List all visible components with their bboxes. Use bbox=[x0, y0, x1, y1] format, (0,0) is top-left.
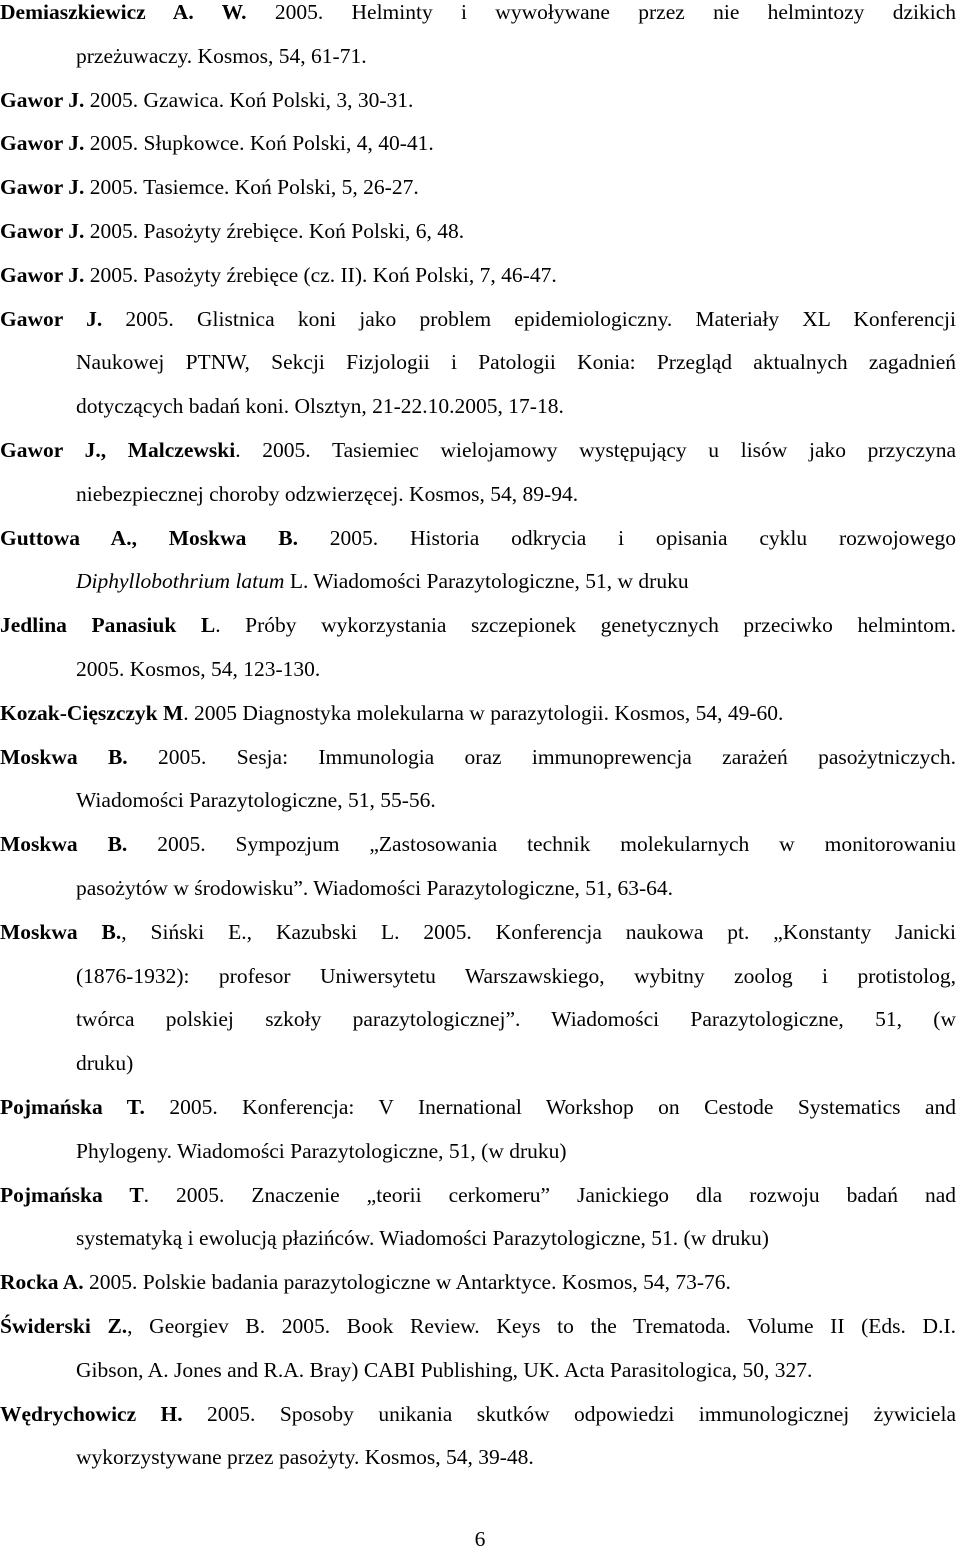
reference-text: . Próby wykorzystania szczepionek genetycznych przeciwko helmintom. bbox=[215, 613, 957, 638]
reference-first-line bbox=[0, 692, 956, 736]
reference-entry bbox=[0, 1174, 956, 1262]
reference-continuation-line bbox=[0, 35, 956, 79]
reference-entry bbox=[0, 254, 956, 298]
reference-text: wykorzystywane przez pasożyty. Kosmos, 54, 39-48. bbox=[76, 1445, 534, 1470]
reference-text: 2005. Sposoby unikania skutków odpowiedzi immunologicznej żywiciela bbox=[182, 1401, 956, 1426]
reference-first-line bbox=[0, 122, 956, 166]
reference-text: 2005. Helminty i wywoływane przez nie helmintozy dzikich bbox=[246, 0, 956, 24]
reference-authors: Gawor J. bbox=[0, 262, 85, 287]
reference-continuation-line bbox=[0, 1042, 956, 1086]
reference-first-line bbox=[0, 298, 956, 342]
reference-text: 2005. Polskie badania parazytologiczne w Antarktyce. Kosmos, 54, 73-76. bbox=[83, 1270, 731, 1295]
reference-entry bbox=[0, 1086, 956, 1174]
reference-text: . 2005. Tasiemiec wielojamowy występujący u lisów jako przyczyna bbox=[235, 438, 957, 462]
reference-entry bbox=[0, 736, 956, 824]
reference-text: 2005. Konferencja: V Inernational Workshop on Cestode Systematics and bbox=[144, 1095, 957, 1119]
reference-first-line bbox=[0, 429, 956, 473]
reference-text: druku) bbox=[76, 1051, 134, 1076]
reference-entry bbox=[0, 911, 956, 1086]
reference-authors: Pojmańska T. bbox=[0, 1095, 145, 1119]
reference-first-line bbox=[0, 1261, 956, 1305]
reference-text: 2005. Sympozjum „Zastosowania technik molekularnych w monitorowaniu bbox=[127, 832, 957, 857]
reference-text: . 2005. Znaczenie „teorii cerkomeru” Janickiego dla rozwoju badań nad bbox=[143, 1182, 956, 1207]
reference-continuation-line bbox=[0, 1436, 956, 1480]
reference-authors: Wędrychowicz H. bbox=[0, 1401, 183, 1426]
reference-entry bbox=[0, 210, 956, 254]
reference-first-line bbox=[0, 736, 956, 780]
reference-text: Gibson, A. Jones and R.A. Bray) CABI Publishing, UK. Acta Parasitologica, 50, 327. bbox=[76, 1357, 813, 1382]
reference-first-line bbox=[0, 210, 956, 254]
reference-entry bbox=[0, 166, 956, 210]
reference-authors: Rocka A. bbox=[0, 1270, 84, 1295]
reference-text: 2005. Gzawica. Koń Polski, 3, 30-31. bbox=[84, 87, 414, 112]
reference-text: Naukowej PTNW, Sekcji Fizjologii i Patologii Konia: Przegląd aktualnych zagadnień bbox=[76, 350, 956, 375]
reference-authors: Gawor J., Malczewski bbox=[0, 438, 236, 462]
reference-text: 2005. Kosmos, 54, 123-130. bbox=[76, 656, 321, 681]
reference-authors: Pojmańska T bbox=[0, 1182, 144, 1207]
reference-continuation-line bbox=[0, 1349, 956, 1393]
reference-continuation-line bbox=[0, 560, 956, 604]
reference-continuation-line bbox=[0, 998, 956, 1042]
reference-entry bbox=[0, 1305, 956, 1393]
reference-authors: Moskwa B. bbox=[0, 832, 128, 857]
reference-authors: Demiaszkiewicz A. W. bbox=[0, 0, 247, 24]
reference-first-line bbox=[0, 166, 956, 210]
reference-text: Phylogeny. Wiadomości Parazytologiczne, 51, (w druku) bbox=[76, 1138, 567, 1163]
reference-continuation-line bbox=[0, 1217, 956, 1261]
reference-text: dotyczących badań koni. Olsztyn, 21-22.10.2005, 17-18. bbox=[76, 394, 564, 419]
reference-text: systematyką i ewolucją płazińców. Wiadomości Parazytologiczne, 51. (w druku) bbox=[76, 1226, 769, 1251]
page-number: 6 bbox=[474, 1527, 486, 1551]
reference-text: L. Wiadomości Parazytologiczne, 51, w druku bbox=[284, 569, 689, 594]
reference-entry bbox=[0, 1393, 956, 1481]
reference-text: 2005. Glistnica koni jako problem epidemiologiczny. Materiały XL Konferencji bbox=[102, 306, 957, 331]
reference-italic-text: Diphyllobothrium latum bbox=[76, 569, 285, 594]
reference-authors: Gawor J. bbox=[0, 219, 85, 243]
reference-entry bbox=[0, 122, 956, 166]
reference-text: 2005. Pasożyty źrebięce. Koń Polski, 6, 48. bbox=[84, 219, 465, 243]
reference-first-line bbox=[0, 823, 956, 867]
reference-text: 2005. Słupkowce. Koń Polski, 4, 40-41. bbox=[84, 131, 434, 156]
reference-continuation-line bbox=[0, 648, 956, 692]
reference-entry bbox=[0, 1261, 956, 1305]
reference-text: 2005. Historia odkrycia i opisania cyklu rozwojowego bbox=[297, 525, 956, 550]
reference-authors: Jedlina Panasiuk L bbox=[0, 613, 216, 638]
reference-entry bbox=[0, 429, 956, 517]
reference-entry bbox=[0, 823, 956, 911]
reference-text: , Georgiev B. 2005. Book Review. Keys to the Trematoda. Volume II (Eds. D.I. bbox=[127, 1314, 956, 1338]
reference-text: 2005. Tasiemce. Koń Polski, 5, 26-27. bbox=[84, 175, 419, 200]
reference-text: . 2005 Diagnostyka molekularna w parazytologii. Kosmos, 54, 49-60. bbox=[183, 700, 784, 725]
reference-text: niebezpiecznej choroby odzwierzęcej. Kosmos, 54, 89-94. bbox=[76, 481, 579, 506]
reference-first-line bbox=[0, 1174, 956, 1218]
reference-entry bbox=[0, 692, 956, 736]
reference-text: , Siński E., Kazubski L. 2005. Konferencja naukowa pt. „Konstanty Janicki bbox=[121, 919, 957, 944]
reference-text: (1876-1932): profesor Uniwersytetu Warszawskiego, wybitny zoolog i protistolog, bbox=[76, 963, 956, 988]
reference-continuation-line bbox=[0, 473, 956, 517]
reference-text: 2005. Sesja: Immunologia oraz immunoprewencja zarażeń pasożytniczych. bbox=[127, 744, 957, 769]
reference-entry bbox=[0, 604, 956, 692]
reference-first-line bbox=[0, 1305, 956, 1349]
reference-first-line bbox=[0, 254, 956, 298]
reference-text: 2005. Pasożyty źrebięce (cz. II). Koń Polski, 7, 46-47. bbox=[84, 262, 557, 287]
reference-continuation-line bbox=[0, 385, 956, 429]
reference-text: Wiadomości Parazytologiczne, 51, 55-56. bbox=[76, 788, 436, 813]
reference-first-line bbox=[0, 911, 956, 955]
reference-authors: Kozak-Cięszczyk M bbox=[0, 700, 184, 725]
reference-authors: Gawor J. bbox=[0, 87, 85, 112]
reference-text: przeżuwaczy. Kosmos, 54, 61-71. bbox=[76, 43, 367, 68]
reference-text: pasożytów w środowisku”. Wiadomości Parazytologiczne, 51, 63-64. bbox=[76, 875, 674, 900]
reference-continuation-line bbox=[0, 867, 956, 911]
reference-continuation-line bbox=[0, 955, 956, 999]
reference-entry bbox=[0, 298, 956, 429]
reference-authors: Guttowa A., Moskwa B. bbox=[0, 525, 298, 550]
reference-first-line bbox=[0, 0, 956, 35]
reference-authors: Moskwa B. bbox=[0, 919, 122, 944]
reference-entry bbox=[0, 0, 956, 79]
reference-authors: Gawor J. bbox=[0, 306, 103, 331]
reference-authors: Moskwa B. bbox=[0, 744, 128, 769]
reference-authors: Gawor J. bbox=[0, 175, 85, 200]
reference-first-line bbox=[0, 1393, 956, 1437]
reference-text: twórca polskiej szkoły parazytologicznej”. Wiadomości Parazytologiczne, 51, (w bbox=[76, 1007, 956, 1032]
reference-continuation-line bbox=[0, 1130, 956, 1174]
reference-continuation-line bbox=[0, 779, 956, 823]
reference-first-line bbox=[0, 1086, 956, 1130]
reference-continuation-line bbox=[0, 341, 956, 385]
reference-first-line bbox=[0, 604, 956, 648]
reference-authors: Gawor J. bbox=[0, 131, 85, 156]
reference-authors: Świderski Z. bbox=[0, 1314, 128, 1338]
reference-entry bbox=[0, 517, 956, 605]
reference-first-line bbox=[0, 79, 956, 123]
reference-first-line bbox=[0, 517, 956, 561]
reference-entry bbox=[0, 79, 956, 123]
